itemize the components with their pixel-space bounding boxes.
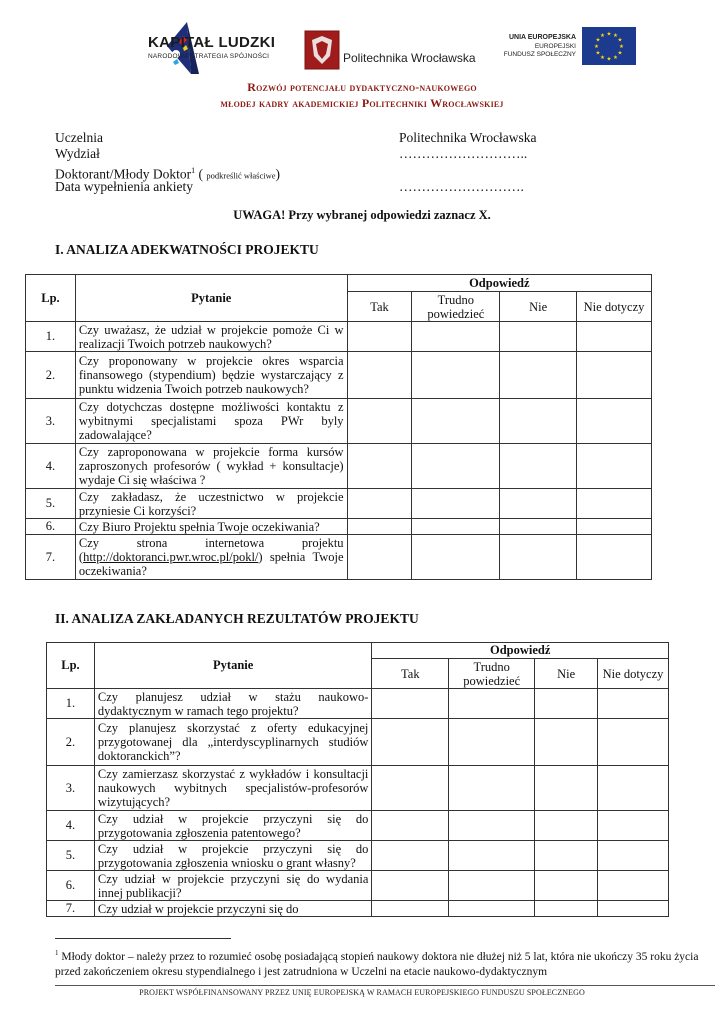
footer-divider	[55, 985, 715, 986]
politechnika-crest-icon	[304, 30, 340, 70]
footnote-ref: 1	[191, 166, 196, 175]
header-lp: Lp.	[47, 643, 95, 689]
answer-nie-cell[interactable]	[500, 322, 577, 352]
svg-text:★: ★	[600, 33, 605, 39]
header-lp: Lp.	[26, 275, 76, 322]
header-trudno: Trudno powiedzieć	[412, 292, 500, 322]
answer-nie-dotyczy-cell[interactable]	[598, 901, 669, 917]
answer-trudno-cell[interactable]	[449, 689, 535, 719]
answer-nie-cell[interactable]	[500, 444, 577, 489]
answer-trudno-cell[interactable]	[412, 322, 500, 352]
answer-nie-dotyczy-cell[interactable]	[577, 444, 652, 489]
row-question	[75, 535, 347, 580]
table-row	[47, 901, 669, 917]
row-number: 2.	[47, 719, 95, 766]
answer-tak-cell[interactable]	[372, 766, 449, 811]
answer-tak-cell[interactable]	[372, 689, 449, 719]
label-wydzial: Wydział	[55, 146, 100, 161]
answer-nie-cell[interactable]	[535, 841, 598, 871]
answer-trudno-cell[interactable]	[449, 811, 535, 841]
answer-nie-dotyczy-cell[interactable]	[598, 811, 669, 841]
row-number: 7.	[26, 535, 76, 580]
question-text-pre: Czy strona internetowa projektu (	[78, 536, 344, 564]
row-number: 3.	[26, 399, 76, 444]
politechnika-name: Politechnika Wrocławska	[343, 51, 476, 65]
answer-nie-cell[interactable]	[535, 766, 598, 811]
row-question: Czy zamierzasz skorzystać z wykładów i konsultacji naukowych wybitnych specjalistów-profesorów wizytujących?	[94, 766, 371, 811]
table-row	[26, 519, 652, 535]
answer-trudno-cell[interactable]	[412, 352, 500, 399]
svg-text:★: ★	[606, 31, 612, 38]
footer-text: PROJEKT WSPÓŁFINANSOWANY PRZEZ UNIĘ EUROPEJSKĄ W RAMACH EUROPEJSKIEGO FUNDUSZU SPOŁECZNEGO	[139, 988, 585, 997]
svg-text:★: ★	[595, 50, 601, 57]
question-text-post: ) spełnia Twoje oczekiwania?	[78, 550, 344, 578]
svg-text:★: ★	[594, 44, 599, 50]
answer-tak-cell[interactable]	[347, 352, 412, 399]
answer-trudno-cell[interactable]	[449, 719, 535, 766]
section2-table	[46, 642, 669, 917]
answer-trudno-cell[interactable]	[449, 901, 535, 917]
label-data: Data wypełnienia ankiety	[55, 179, 193, 194]
table-row	[26, 352, 652, 399]
answer-nie-cell[interactable]	[500, 519, 577, 535]
svg-text:★: ★	[613, 55, 618, 61]
row-question: Czy udział w projekcie przyczyni się do wydania innej publikacji?	[94, 871, 371, 901]
answer-trudno-cell[interactable]	[449, 841, 535, 871]
header-logos	[0, 0, 724, 86]
row-question: Czy Biuro Projektu spełnia Twoje oczekiwania?	[75, 519, 347, 535]
answer-nie-cell[interactable]	[500, 399, 577, 444]
header-odpowiedz: Odpowiedź	[347, 275, 651, 292]
row-question: Czy uważasz, że udział w projekcie pomoże Ci w realizacji Twoich potrzeb naukowych?	[75, 322, 347, 352]
table-row	[47, 766, 669, 811]
eu-flag-icon	[582, 27, 636, 65]
answer-nie-dotyczy-cell[interactable]	[598, 766, 669, 811]
header-tak: Tak	[372, 659, 449, 689]
row-number: 4.	[47, 811, 95, 841]
label-doktorant-paren-open: (	[198, 166, 203, 182]
answer-tak-cell[interactable]	[347, 444, 412, 489]
answer-tak-cell[interactable]	[347, 322, 412, 352]
answer-nie-dotyczy-cell[interactable]	[577, 399, 652, 444]
kapital-ludzki-name: KAPITAŁ LUDZKI	[148, 34, 276, 51]
header-trudno: Trudno powiedzieć	[449, 659, 535, 689]
answer-nie-dotyczy-cell[interactable]	[598, 689, 669, 719]
answer-nie-dotyczy-cell[interactable]	[577, 535, 652, 580]
eu-line1: UNIA EUROPEJSKA	[508, 34, 576, 41]
header-odpowiedz: Odpowiedź	[372, 643, 669, 659]
table-row	[47, 811, 669, 841]
table-row	[26, 399, 652, 444]
header-pytanie: Pytanie	[94, 643, 371, 689]
answer-nie-cell[interactable]	[535, 719, 598, 766]
eu-line3: FUNDUSZ SPOŁECZNY	[503, 51, 576, 58]
project-website-link[interactable]: http://doktoranci.pwr.wroc.pl/pokl/	[83, 550, 259, 564]
answer-tak-cell[interactable]	[372, 901, 449, 917]
answer-nie-cell[interactable]	[535, 901, 598, 917]
footnote-divider	[55, 938, 231, 939]
svg-text:★: ★	[617, 50, 623, 57]
answer-trudno-cell[interactable]	[449, 871, 535, 901]
row-number: 7.	[47, 901, 95, 917]
answer-nie-cell[interactable]	[535, 689, 598, 719]
answer-nie-dotyczy-cell[interactable]	[598, 719, 669, 766]
table-row	[47, 871, 669, 901]
warning-text: UWAGA! Przy wybranej odpowiedzi zaznacz X.	[233, 208, 491, 222]
document-title-line2: młodej kadry akademickiej Politechniki Wrocławskiej	[220, 96, 504, 110]
answer-trudno-cell[interactable]	[412, 535, 500, 580]
label-doktorant-note: podkreślić właściwe	[206, 170, 276, 181]
answer-tak-cell[interactable]	[372, 871, 449, 901]
footnote	[55, 946, 715, 980]
svg-text:★: ★	[595, 37, 601, 44]
eu-label	[500, 34, 576, 60]
table-row	[47, 689, 669, 719]
answer-trudno-cell[interactable]	[412, 399, 500, 444]
footnote-mark: 1	[55, 949, 59, 957]
answer-tak-cell[interactable]	[347, 519, 412, 535]
row-question: Czy dotychczas dostępne możliwości kontaktu z wybitnymi specjalistami spoza PWr byly zadowalające?	[75, 399, 347, 444]
header-nie-dotyczy: Nie dotyczy	[577, 292, 652, 322]
header-pytanie: Pytanie	[75, 275, 347, 322]
row-question: Czy udział w projekcie przyczyni się do przygotowania zgłoszenia patentowego?	[94, 811, 371, 841]
row-number: 5.	[47, 841, 95, 871]
answer-tak-cell[interactable]	[347, 489, 412, 519]
answer-tak-cell[interactable]	[372, 841, 449, 871]
value-data[interactable]: ……………………….	[399, 179, 524, 194]
answer-trudno-cell[interactable]	[449, 766, 535, 811]
header-tak: Tak	[347, 292, 412, 322]
answer-nie-cell[interactable]	[500, 535, 577, 580]
row-number: 1.	[26, 322, 76, 352]
row-question: Czy udział w projekcie przyczyni się do przygotowania zgłoszenia wniosku o grant własny?	[94, 841, 371, 871]
answer-nie-dotyczy-cell[interactable]	[577, 352, 652, 399]
table-row	[26, 444, 652, 489]
answer-trudno-cell[interactable]	[412, 444, 500, 489]
answer-trudno-cell[interactable]	[412, 489, 500, 519]
kapital-ludzki-subtitle: NARODOWA STRATEGIA SPÓJNOŚCI	[148, 53, 270, 60]
row-question: Czy proponowany w projekcie okres wsparcia finansowego (stypendium) będzie wystarczający z punktu widzenia Twoich potrzeb naukowych?	[75, 352, 347, 399]
svg-text:★: ★	[606, 56, 612, 63]
row-number: 3.	[47, 766, 95, 811]
table-row	[26, 489, 652, 519]
section2-title: II. ANALIZA ZAKŁADANYCH REZULTATÓW PROJEKTU	[55, 611, 419, 626]
answer-nie-cell[interactable]	[535, 811, 598, 841]
answer-nie-cell[interactable]	[500, 352, 577, 399]
row-question: Czy planujesz udział w stażu naukowo-dydaktycznym w ramach tego projektu?	[94, 689, 371, 719]
row-number: 2.	[26, 352, 76, 399]
answer-trudno-cell[interactable]	[412, 519, 500, 535]
answer-nie-dotyczy-cell[interactable]	[577, 489, 652, 519]
row-question: Czy zaproponowana w projekcie forma kursów zaproszonych profesorów ( wykład + konsultacje) wydaje Ci się właściwa ?	[75, 444, 347, 489]
svg-text:★: ★	[613, 33, 618, 39]
header-nie-dotyczy: Nie dotyczy	[598, 659, 669, 689]
footnote-text: Młody doktor – należy przez to rozumieć osobę posiadającą stopień naukowy doktora nie dłużej niż 5 lat, która nie ukończy 35 roku życia przed zakończeniem okresu stypendialnego i jest zatrudniona w Uczelni na etacie naukowo-dydaktycznym	[55, 950, 699, 978]
row-question: Czy planujesz skorzystać z oferty edukacyjnej przygotowanej dla „interdyscyplinarnych studiów doktoranckich”?	[94, 719, 371, 766]
row-number: 6.	[47, 871, 95, 901]
eu-line2: EUROPEJSKI	[534, 42, 576, 50]
header-nie: Nie	[535, 659, 598, 689]
answer-nie-dotyczy-cell[interactable]	[577, 519, 652, 535]
section1-table	[25, 274, 652, 580]
row-number: 5.	[26, 489, 76, 519]
svg-text:★: ★	[617, 37, 623, 44]
row-number: 6.	[26, 519, 76, 535]
header-nie: Nie	[500, 292, 577, 322]
answer-tak-cell[interactable]	[347, 535, 412, 580]
value-wydzial[interactable]: ………………………..	[399, 146, 528, 161]
answer-tak-cell[interactable]	[372, 719, 449, 766]
row-question: Czy zakładasz, że uczestnictwo w projekcie przyniesie Ci korzyści?	[75, 489, 347, 519]
answer-nie-dotyczy-cell[interactable]	[598, 871, 669, 901]
label-doktorant-paren-close: )	[275, 166, 281, 182]
answer-tak-cell[interactable]	[347, 399, 412, 444]
svg-text:★: ★	[619, 44, 624, 50]
table-row	[47, 841, 669, 871]
row-number: 4.	[26, 444, 76, 489]
answer-nie-dotyczy-cell[interactable]	[598, 841, 669, 871]
label-doktorant-text: Doktorant/Młody Doktor	[55, 166, 192, 182]
answer-tak-cell[interactable]	[372, 811, 449, 841]
svg-text:★: ★	[600, 55, 605, 61]
value-uczelnia: Politechnika Wrocławska	[399, 130, 537, 145]
answer-nie-cell[interactable]	[500, 489, 577, 519]
section1-title: I. ANALIZA ADEKWATNOŚCI PROJEKTU	[55, 242, 319, 257]
table-row	[26, 535, 652, 580]
table-row	[47, 719, 669, 766]
answer-nie-cell[interactable]	[535, 871, 598, 901]
answer-nie-dotyczy-cell[interactable]	[577, 322, 652, 352]
table-row	[26, 322, 652, 352]
document-title-line1: Rozwój potencjału dydaktyczno-naukowego	[247, 80, 477, 94]
row-question: Czy udział w projekcie przyczyni się do	[94, 901, 371, 917]
label-uczelnia: Uczelnia	[55, 130, 103, 145]
row-number: 1.	[47, 689, 95, 719]
